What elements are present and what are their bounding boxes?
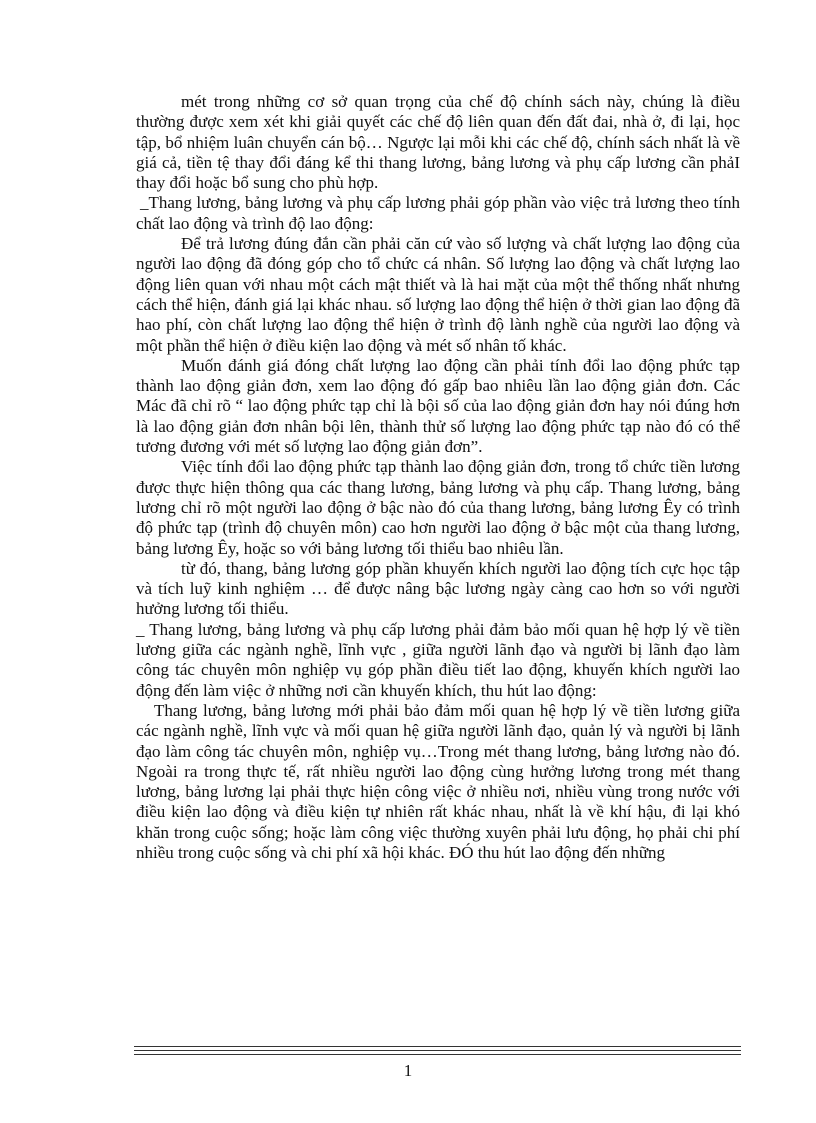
body-paragraph: _Thang lương, bảng lương và phụ cấp lương phải góp phần vào việc trả lương theo tính chất lao động và trình độ lao động: [136,193,740,233]
body-paragraph: Việc tính đổi lao động phức tạp thành lao động giản đơn, trong tổ chức tiền lương được thực hiện thông qua các thang lương, bảng lương và phụ cấp. Thang lương, bảng lương chỉ rõ một người lao động ở bậc nào đó của thang lương, bảng lương Êy có trình độ phức tạp (trình độ chuyên môn) cao hơn người lao động ở bậc một của thang lương, bảng lương Êy, hoặc so với bảng lương tối thiểu bao nhiêu lần. [136,457,740,558]
body-paragraph: Để trả lương đúng đắn cần phải căn cứ vào số lượng và chất lượng lao động của người lao động đã đóng góp cho tổ chức cá nhân. Số lượng lao động và chất lượng lao động liên quan với nhau một cách mật thiết và là hai mặt của một thể thống nhất nhưng cách thể hiện, đánh giá lại khác nhau. số lượng lao động thể hiện ở thời gian lao động đã hao phí, còn chất lượng lao động thể hiện ở trình độ lành nghề của người lao động và một phần thể hiện ở điều kiện lao động và mét số nhân tố khác. [136,234,740,355]
page-number: 1 [403,1061,413,1080]
footer-rule [134,1046,741,1047]
footer-rule [134,1050,741,1051]
body-paragraph: từ đó, thang, bảng lương góp phần khuyến khích người lao động tích cực học tập và tích luỹ kinh nghiệm … để được nâng bậc lương ngày càng cao hơn so với người hưởng lương tối thiểu. [136,558,740,619]
body-paragraph: Thang lương, bảng lương mới phải bảo đảm mối quan hệ hợp lý về tiền lương giữa các ngành nghề, lĩnh vực và mối quan hệ giữa người lãnh đạo, quản lý và người bị lãnh đạo làm công tác chuyên môn, nghiệp vụ…Trong mét thang lương, bảng lương nào đó. Ngoài ra trong thực tế, rất nhiều người lao động cùng hưởng lương trong mét thang lương, bảng lương lại phải thực hiện công việc ở nhiều nơi, nhiều vùng trong nước với điều kiện lao động và điều kiện tự nhiên rất khác nhau, nhất là về khí hậu, đi lại khó khăn trong cuộc sống; hoặc làm công việc thường xuyên phải lưu động, họ phải chi phí nhiều trong cuộc sống và chi phí xã hội khác. ĐÓ thu hút lao động đến những [136,700,740,862]
document-body [136,92,740,863]
body-paragraph: Muốn đánh giá đóng chất lượng lao động cần phải tính đổi lao động phức tạp thành lao động giản đơn, xem lao động đó gấp bao nhiêu lần lao động giản đơn. Các Mác đã chỉ rõ “ lao động phức tạp chỉ là bội số của lao động giản đơn hay nói đúng hơn là lao động giản đơn nhân bội lên, thành thử số lượng lao động phức tạp nào đó có thể tương đương với mét số lượng lao động giản đơn”. [136,355,740,457]
footer-rule [134,1054,741,1055]
body-paragraph: _ Thang lương, bảng lương và phụ cấp lương phải đảm bảo mối quan hệ hợp lý về tiền lương giữa các ngành nghề, lĩnh vực , giữa người lãnh đạo và người bị lãnh đạo làm công tác chuyên môn nghiệp vụ góp phần điều tiết lao động, khuyến khích người lao động đến làm việc ở những nơi cần khuyến khích, thu hút lao động: [136,619,740,700]
body-paragraph: mét trong những cơ sở quan trọng của chế độ chính sách này, chúng là điều thường được xem xét khi giải quyết các chế độ liên quan đến đất đai, nhà ở, đi lại, học tập, bổ nhiệm luân chuyển cán bộ… Ngược lại mỗi khi các chế độ, chính sách nhất là về giá cả, tiền tệ thay đổi đáng kể thi thang lương, bảng lương và phụ cấp lương cần phảI thay đổi hoặc bổ sung cho phù hợp. [136,92,740,193]
